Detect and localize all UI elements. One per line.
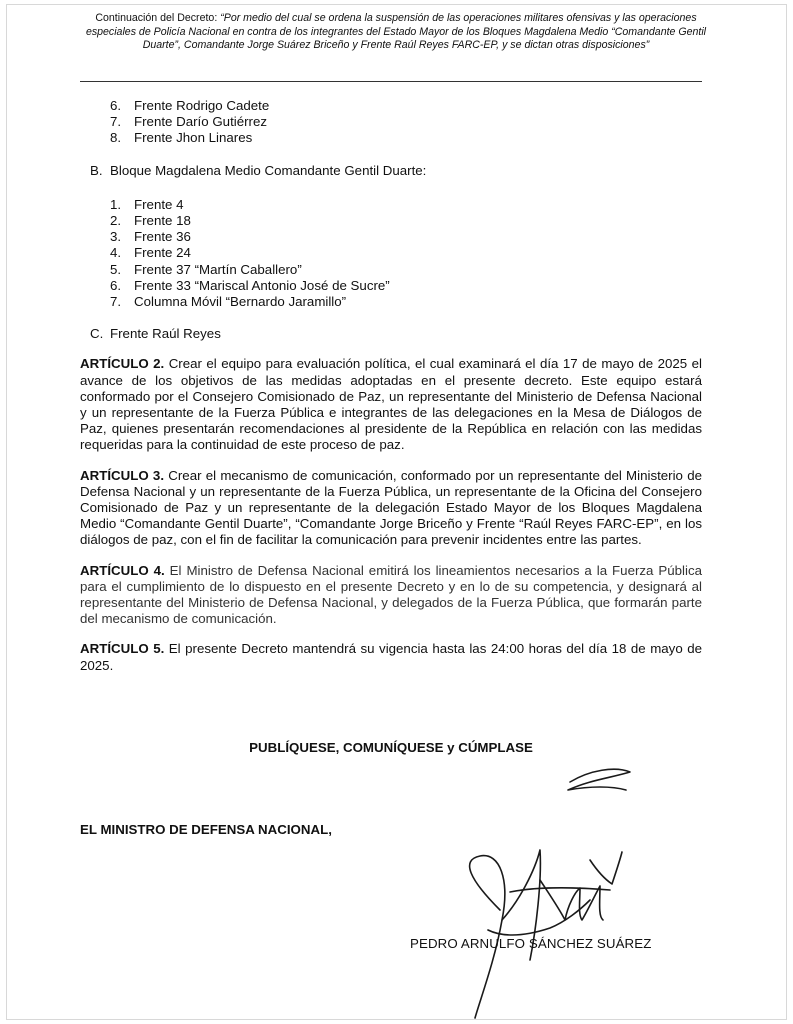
header-title: “Por medio del cual se ordena la suspensión de las operaciones militares ofensivas y las operaciones especiales de Policía Nacional en contra de los integrantes del Estado Mayor de los Bloques Magdalena Medio “Comandante Gentil Duarte”, Comandante Jorge Suárez Briceño y Frente Raúl Reyes FARC-EP, y se dictan otras disposiciones” — [85, 12, 707, 52]
article-text: El presente Decreto mantendrá su vigencia hasta las 24:00 horas del día 18 de mayo de 2025. — [80, 641, 703, 673]
list-item-text: Frente 33 “Mariscal Antonio José de Sucre” — [134, 277, 390, 293]
handwritten-signature — [440, 760, 640, 1020]
article-2 — [80, 356, 702, 453]
block-title-text: Frente Raúl Reyes — [110, 326, 221, 342]
list-item — [110, 229, 702, 245]
article-text: Crear el equipo para evaluación política, el cual examinará el día 17 de mayo de 2025 el avance de los objetivos de las medidas adoptadas en el presente decreto. Este equipo estará conformado por el Consejero Comisionado de Paz, un representante del Ministerio de Defensa Nacional y un representante de la Fuerza Pública e integrantes de las delegaciones en la Mesa de Diálogos de Paz, quienes presentarán recomendaciones al presidente de la República en relación con las medidas requeridas para la continuidad de este proceso de paz. — [80, 356, 702, 453]
article-label: ARTÍCULO 3. — [80, 467, 165, 483]
list-item-text: Frente Darío Gutiérrez — [134, 114, 268, 130]
list-item-text: Frente 18 — [134, 213, 191, 229]
block-letter: C. — [90, 326, 104, 342]
signer-name: PEDRO ARNULFO SÁNCHEZ SUÁREZ — [410, 936, 652, 951]
list-item — [110, 98, 702, 114]
article-text: Crear el mecanismo de comunicación, conformado por un representante del Ministerio de Defensa Nacional y un representante de la Fuerza Pública, un representante de la Oficina del Consejero Comisionado de Paz y un representante de la delegación Estado Mayor de los Bloques Magdalena Medio “Comandante Gentil Duarte”, “Comandante Jorge Briceño y Frente “Raúl Reyes FARC-EP”, en los diálogos de paz, con el fin de facilitar la comunicación para prevenir incidentes entre las partes. — [80, 467, 702, 548]
block-b-title — [90, 163, 702, 179]
list-item-number: 6. — [110, 98, 122, 113]
list-item-text: Frente Jhon Linares — [134, 130, 253, 146]
article-5 — [80, 641, 702, 673]
header-prefix: Continuación del Decreto: — [95, 12, 221, 24]
list-item-text: Frente 4 — [134, 196, 184, 212]
closing-formula: PUBLÍQUESE, COMUNÍQUESE y CÚMPLASE — [249, 740, 533, 755]
list-item — [110, 294, 702, 310]
document-body — [80, 98, 702, 674]
block-title-text: Bloque Magdalena Medio Comandante Gentil Duarte: — [110, 162, 427, 178]
block-b-list — [80, 197, 702, 310]
list-item-number: 3. — [110, 229, 122, 245]
list-item — [110, 278, 702, 294]
list-item — [110, 262, 702, 278]
list-item-text: Frente Rodrigo Cadete — [134, 98, 270, 113]
article-4 — [80, 563, 702, 628]
list-item-number: 2. — [110, 213, 122, 229]
list-item-text: Columna Móvil “Bernardo Jaramillo” — [134, 294, 347, 310]
list-item — [110, 197, 702, 213]
list-item-number: 5. — [110, 261, 122, 277]
list-item-number: 4. — [110, 245, 122, 261]
document-header — [80, 12, 712, 53]
minister-title: EL MINISTRO DE DEFENSA NACIONAL, — [80, 822, 332, 837]
list-item — [110, 114, 702, 130]
list-item-number: 7. — [110, 294, 122, 310]
article-3 — [80, 468, 702, 549]
list-item-number: 8. — [110, 130, 122, 146]
block-letter: B. — [90, 162, 103, 178]
list-item — [110, 245, 702, 261]
list-item — [110, 130, 702, 146]
list-item-number: 7. — [110, 114, 122, 130]
block-c-title — [90, 326, 702, 342]
article-text: El Ministro de Defensa Nacional emitirá los lineamientos necesarios a la Fuerza Pública para el cumplimiento de lo dispuesto en el presente Decreto y en lo de su competencia, y designará al representante del Ministerio de Defensa Nacional, y delegados de la Fuerza Pública, que formarán parte del mecanismo de comunicación. — [80, 562, 702, 627]
list-item-number: 1. — [110, 196, 122, 212]
list-item-text: Frente 36 — [134, 229, 191, 245]
list-item-text: Frente 37 “Martín Caballero” — [134, 261, 302, 277]
header-divider — [80, 81, 702, 82]
list-item — [110, 213, 702, 229]
list-item-number: 6. — [110, 277, 122, 293]
article-label: ARTÍCULO 4. — [80, 562, 165, 578]
block-a-list-continued — [80, 98, 702, 147]
list-item-text: Frente 24 — [134, 245, 191, 261]
article-label: ARTÍCULO 2. — [80, 356, 165, 372]
article-label: ARTÍCULO 5. — [80, 641, 165, 657]
